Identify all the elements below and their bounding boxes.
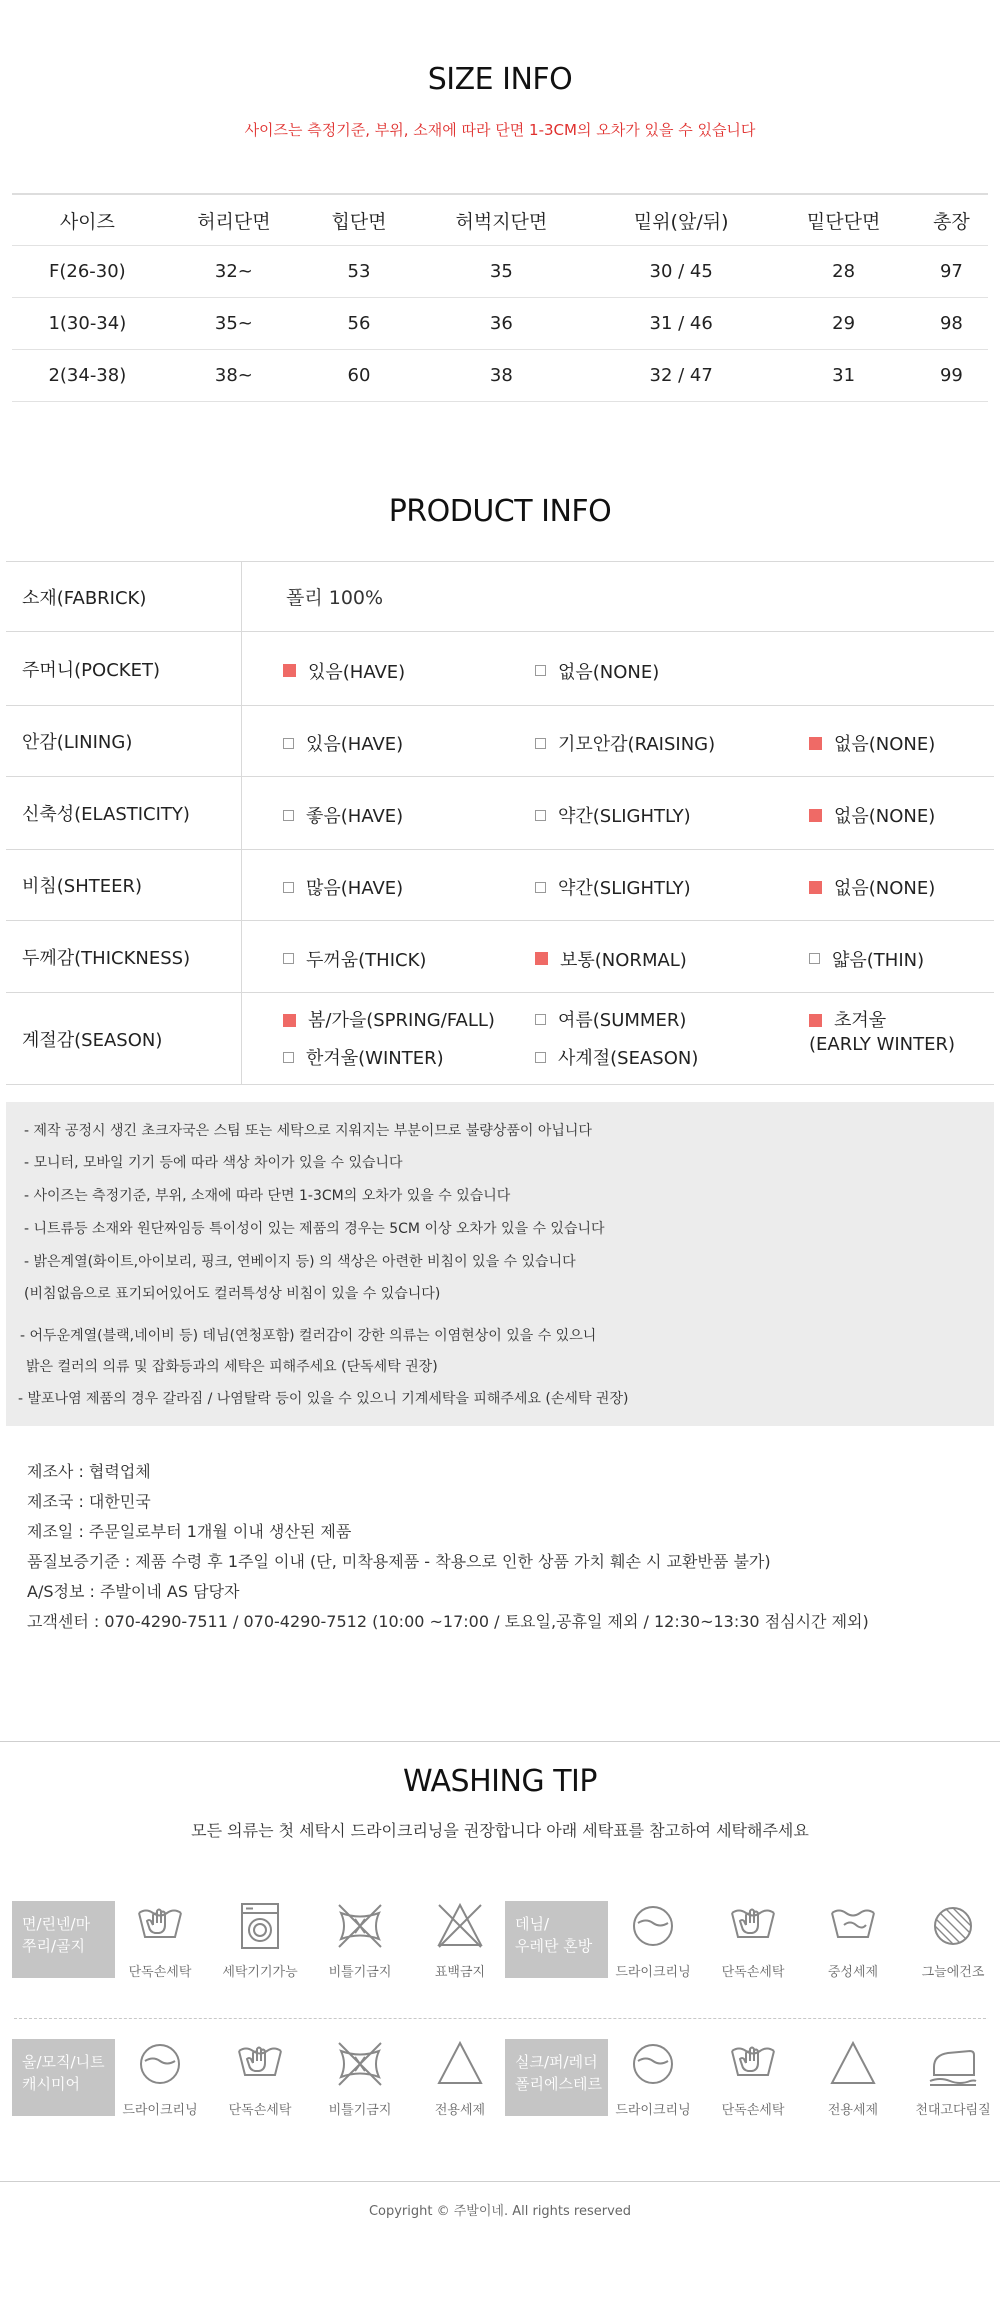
option-label: 두꺼움(THICK) <box>306 949 427 971</box>
size-col-header: 허벅지단면 <box>413 194 590 246</box>
size-cell: 53 <box>305 246 413 298</box>
size-cell: 60 <box>305 350 413 402</box>
checked-box-icon <box>809 881 822 894</box>
note-line: - 사이즈는 측정기준, 부위, 소재에 따라 단면 1-3CM의 오차가 있을 수 있습니다 <box>24 1188 511 1204</box>
size-cell: 99 <box>915 350 988 402</box>
product-info-table <box>6 561 994 1085</box>
option <box>283 658 405 684</box>
wash-item-label: 단독손세탁 <box>228 2103 292 2118</box>
season-option-label <box>558 1009 686 1033</box>
size-notice: 사이즈는 측정기준, 부위, 소재에 따라 단면 1-3CM의 오차가 있을 수 있습니다 <box>244 121 756 139</box>
size-cell: 35~ <box>163 298 305 350</box>
option <box>535 658 659 684</box>
product-row-options <box>242 850 995 921</box>
wash-item-label: 단독손세탁 <box>721 2103 785 2118</box>
option <box>809 874 935 900</box>
note-line: 밝은 컬러의 의류 및 잡화등과의 세탁은 피해주세요 (단독세탁 권장) <box>26 1359 438 1375</box>
wash-item <box>412 1899 508 1980</box>
wash-category: 울/모직/니트 캐시미어 <box>12 2039 115 2116</box>
note-line: - 제작 공정시 생긴 초크자국은 스팀 또는 세탁으로 지워지는 부분이므로 불량상품이 아닙니다 <box>24 1123 592 1139</box>
unchecked-box-icon <box>283 882 294 893</box>
product-row <box>6 706 994 777</box>
option-label: 없음(NONE) <box>834 806 936 827</box>
wash-item <box>605 1899 701 1980</box>
unchecked-box-icon <box>535 1014 546 1025</box>
checked-box-icon <box>809 737 822 750</box>
size-cell: 30 / 45 <box>590 246 773 298</box>
option-label: 보통(NORMAL) <box>560 949 687 971</box>
season-option <box>809 1009 955 1057</box>
size-col-header: 힙단면 <box>305 194 413 246</box>
checked-box-icon <box>809 809 822 822</box>
size-cell: 97 <box>915 246 988 298</box>
size-cell: 38~ <box>163 350 305 402</box>
product-row-options <box>242 706 995 777</box>
checked-box-icon <box>535 952 548 965</box>
washing-divider <box>14 2018 986 2019</box>
maker-line: 제조국 : 대한민국 <box>27 1492 151 1511</box>
unchecked-box-icon <box>535 810 546 821</box>
unchecked-box-icon <box>535 1052 546 1063</box>
unchecked-box-icon <box>535 882 546 893</box>
wash-item <box>905 1899 1000 1980</box>
option-label: 없음(NONE) <box>558 661 660 683</box>
wash-item <box>605 2037 701 2118</box>
options-wrap <box>243 922 993 991</box>
wash-item <box>705 1899 801 1980</box>
wash-item <box>112 2037 208 2118</box>
note-line: (비침없음으로 표기되어있어도 컬러특성상 비침이 있을 수 있습니다) <box>24 1286 441 1302</box>
dry-clean-icon <box>626 2037 680 2091</box>
wash-item-label: 비틀기금지 <box>328 1965 392 1980</box>
copyright: Copyright © 주발이네. All rights reserved <box>368 2204 632 2219</box>
fabric-value: 폴리 100% <box>286 587 384 609</box>
size-cell: 31 / 46 <box>590 298 773 350</box>
washing-subtitle: 모든 의류는 첫 세탁시 드라이크리닝을 권장합니다 아래 세탁표를 참고하여 세탁해주세요 <box>191 1821 809 1840</box>
wash-item-label: 비틀기금지 <box>328 2103 392 2118</box>
note-line: - 모니터, 모바일 기기 등에 따라 색상 차이가 있을 수 있습니다 <box>24 1155 403 1171</box>
notes-box <box>6 1102 994 1426</box>
hand-wash-icon <box>133 1899 187 1953</box>
unchecked-box-icon <box>283 738 294 749</box>
season-option <box>535 1009 686 1033</box>
option <box>283 802 403 828</box>
season-option-text: 한겨울(WINTER) <box>306 1048 444 1069</box>
wash-item <box>212 2037 308 2118</box>
detergent-triangle-icon <box>826 2037 880 2091</box>
fabric-row <box>6 562 994 632</box>
size-cell: 32~ <box>163 246 305 298</box>
note-line: - 니트류등 소재와 원단짜임등 특이성이 있는 제품의 경우는 5CM 이상 오차가 있을 수 있습니다 <box>24 1221 605 1237</box>
option-label: 있음(HAVE) <box>308 661 406 683</box>
checked-box-icon <box>283 1014 296 1027</box>
note-line: - 밝은계열(화이트,아이보리, 핑크, 연베이지 등) 의 색상은 아련한 비침이 있을 수 있습니다 <box>24 1254 576 1270</box>
option <box>283 874 403 900</box>
unchecked-box-icon <box>283 1052 294 1063</box>
option-label: 약간(SLIGHTLY) <box>558 878 691 899</box>
product-info-title: PRODUCT INFO <box>388 494 612 529</box>
wash-item <box>412 2037 508 2118</box>
product-row-label: 주머니(POCKET) <box>6 632 242 706</box>
options-wrap <box>243 633 993 704</box>
wash-item <box>312 1899 408 1980</box>
option-label: 기모안감(RAISING) <box>558 734 716 755</box>
season-label: 계절감(SEASON) <box>6 993 242 1085</box>
no-wring-icon <box>333 1899 387 1953</box>
wash-item <box>312 2037 408 2118</box>
wash-item <box>805 1899 901 1980</box>
season-option-text: 여름(SUMMER) <box>558 1010 687 1031</box>
option-label: 없음(NONE) <box>834 734 936 755</box>
size-col-header: 사이즈 <box>12 194 163 246</box>
wash-item-label: 천대고다림질 <box>915 2103 991 2118</box>
note-line: - 어두운계열(블랙,네이비 등) 데님(연청포함) 컬러감이 강한 의류는 이염현상이 있을 수 있으니 <box>20 1328 597 1344</box>
season-option-label <box>809 1009 956 1057</box>
unchecked-box-icon <box>535 738 546 749</box>
option-label: 얇음(THIN) <box>832 949 925 971</box>
size-cell: 98 <box>915 298 988 350</box>
wash-item-label: 그늘에건조 <box>921 1965 985 1980</box>
size-cell: 29 <box>772 298 914 350</box>
option <box>535 730 715 756</box>
wash-item-label: 전용세제 <box>827 2103 879 2118</box>
size-cell: 1(30-34) <box>12 298 163 350</box>
wash-category: 데님/ 우레탄 혼방 <box>505 1901 608 1978</box>
unchecked-box-icon <box>809 953 820 964</box>
season-option <box>283 1009 495 1033</box>
size-cell: 32 / 47 <box>590 350 773 402</box>
size-col-header: 허리단면 <box>163 194 305 246</box>
checked-box-icon <box>809 1014 822 1027</box>
option-label: 많음(HAVE) <box>306 878 404 899</box>
wash-item-label: 드라이크리닝 <box>615 1965 691 1980</box>
option <box>283 730 403 756</box>
washing-tip-title: WASHING TIP <box>403 1764 597 1799</box>
unchecked-box-icon <box>283 953 294 964</box>
product-row-label: 신축성(ELASTICITY) <box>6 777 242 850</box>
season-option-text2: (EARLY WINTER) <box>809 1034 956 1055</box>
wash-item-label: 세탁기기가능 <box>222 1965 298 1980</box>
maker-line: 제조일 : 주문일로부터 1개월 이내 생산된 제품 <box>27 1522 352 1541</box>
size-cell: 2(34-38) <box>12 350 163 402</box>
wash-item <box>705 2037 801 2118</box>
size-cell: 28 <box>772 246 914 298</box>
option <box>809 730 935 756</box>
size-col-header: 총장 <box>915 194 988 246</box>
size-col-header: 밑단단면 <box>772 194 914 246</box>
season-option <box>535 1047 698 1071</box>
no-bleach-icon <box>433 1899 487 1953</box>
product-row-label: 비침(SHTEER) <box>6 850 242 921</box>
season-option-label <box>308 1009 495 1033</box>
options-wrap <box>243 707 993 775</box>
product-row-options <box>242 777 995 850</box>
wash-item-label: 단독손세탁 <box>721 1965 785 1980</box>
wash-item <box>905 2037 1000 2118</box>
unchecked-box-icon <box>283 810 294 821</box>
wash-item <box>212 1899 308 1980</box>
options-wrap <box>243 994 993 1083</box>
note-line: - 발포나염 제품의 경우 갈라짐 / 나염탈락 등이 있을 수 있으니 기계세탁을 피해주세요 (손세탁 권장) <box>18 1391 629 1407</box>
dry-clean-icon <box>626 1899 680 1953</box>
option <box>809 802 935 828</box>
no-wring-icon <box>333 2037 387 2091</box>
maker-line: A/S정보 : 주발이네 AS 담당자 <box>27 1582 240 1601</box>
season-options <box>242 993 995 1085</box>
option <box>535 874 691 900</box>
size-cell: 38 <box>413 350 590 402</box>
maker-line: 품질보증기준 : 제품 수령 후 1주일 이내 (단, 미착용제품 - 착용으로 인한 상품 가치 훼손 시 교환반품 불가) <box>27 1552 771 1571</box>
hand-wash-icon <box>233 2037 287 2091</box>
season-row <box>6 993 994 1085</box>
wash-item-label: 드라이크리닝 <box>122 2103 198 2118</box>
shade-dry-icon <box>926 1899 980 1953</box>
size-row <box>12 350 988 402</box>
checked-box-icon <box>283 664 296 677</box>
wash-item-label: 표백금지 <box>434 1965 486 1980</box>
hand-wash-icon <box>726 2037 780 2091</box>
option-label: 좋음(HAVE) <box>306 806 404 827</box>
detergent-triangle-icon <box>433 2037 487 2091</box>
footer-divider <box>0 2181 1000 2182</box>
product-row <box>6 777 994 850</box>
size-cell: 35 <box>413 246 590 298</box>
size-table <box>12 193 988 402</box>
wash-category: 면/린넨/마 쭈리/골지 <box>12 1901 115 1978</box>
size-info-title: SIZE INFO <box>427 62 573 97</box>
product-row-label: 두께감(THICKNESS) <box>6 921 242 993</box>
size-cell: 36 <box>413 298 590 350</box>
section-divider <box>0 1741 1000 1742</box>
size-cell: 31 <box>772 350 914 402</box>
season-option-text: 봄/가을(SPRING/FALL) <box>308 1010 495 1031</box>
option <box>535 802 691 828</box>
size-row <box>12 298 988 350</box>
customer-center: 고객센터 : 070-4290-7511 / 070-4290-7512 (10:00 ~17:00 / 토요일,공휴일 제외 / 12:30~13:30 점심시간 제외) <box>27 1612 869 1631</box>
unchecked-box-icon <box>535 665 546 676</box>
size-table-header <box>12 194 988 246</box>
size-col-header: 밑위(앞/뒤) <box>590 194 773 246</box>
dry-clean-icon <box>133 2037 187 2091</box>
option-label: 없음(NONE) <box>834 878 936 899</box>
season-option <box>283 1047 444 1071</box>
wash-item-label: 단독손세탁 <box>128 1965 192 1980</box>
option <box>809 946 924 972</box>
size-row <box>12 246 988 298</box>
wash-item-label: 전용세제 <box>434 2103 486 2118</box>
neutral-detergent-icon <box>826 1899 880 1953</box>
iron-cloth-icon <box>926 2037 980 2091</box>
options-wrap <box>243 778 993 848</box>
wash-item <box>805 2037 901 2118</box>
wash-item-label: 드라이크리닝 <box>615 2103 691 2118</box>
option <box>283 946 426 972</box>
product-row <box>6 632 994 706</box>
product-row-options <box>242 632 995 706</box>
options-wrap <box>243 851 993 919</box>
option-label: 있음(HAVE) <box>306 734 404 755</box>
wash-item <box>112 1899 208 1980</box>
season-option-text: 초겨울 <box>834 1010 887 1031</box>
option <box>535 946 687 972</box>
season-option-label <box>306 1047 444 1071</box>
size-cell: 56 <box>305 298 413 350</box>
wash-item-label: 중성세제 <box>827 1965 879 1980</box>
season-option-text: 사계절(SEASON) <box>558 1048 699 1069</box>
hand-wash-icon <box>726 1899 780 1953</box>
season-option-label <box>558 1047 698 1071</box>
product-row-label: 안감(LINING) <box>6 706 242 777</box>
size-cell: F(26-30) <box>12 246 163 298</box>
product-row <box>6 850 994 921</box>
option-label: 약간(SLIGHTLY) <box>558 806 691 827</box>
product-row <box>6 921 994 993</box>
fabric-label: 소재(FABRICK) <box>6 562 242 632</box>
washing-machine-icon <box>233 1899 287 1953</box>
wash-category: 실크/퍼/레더 폴리에스테르 <box>505 2039 608 2116</box>
maker-line: 제조사 : 협력업체 <box>27 1462 151 1481</box>
product-row-options <box>242 921 995 993</box>
